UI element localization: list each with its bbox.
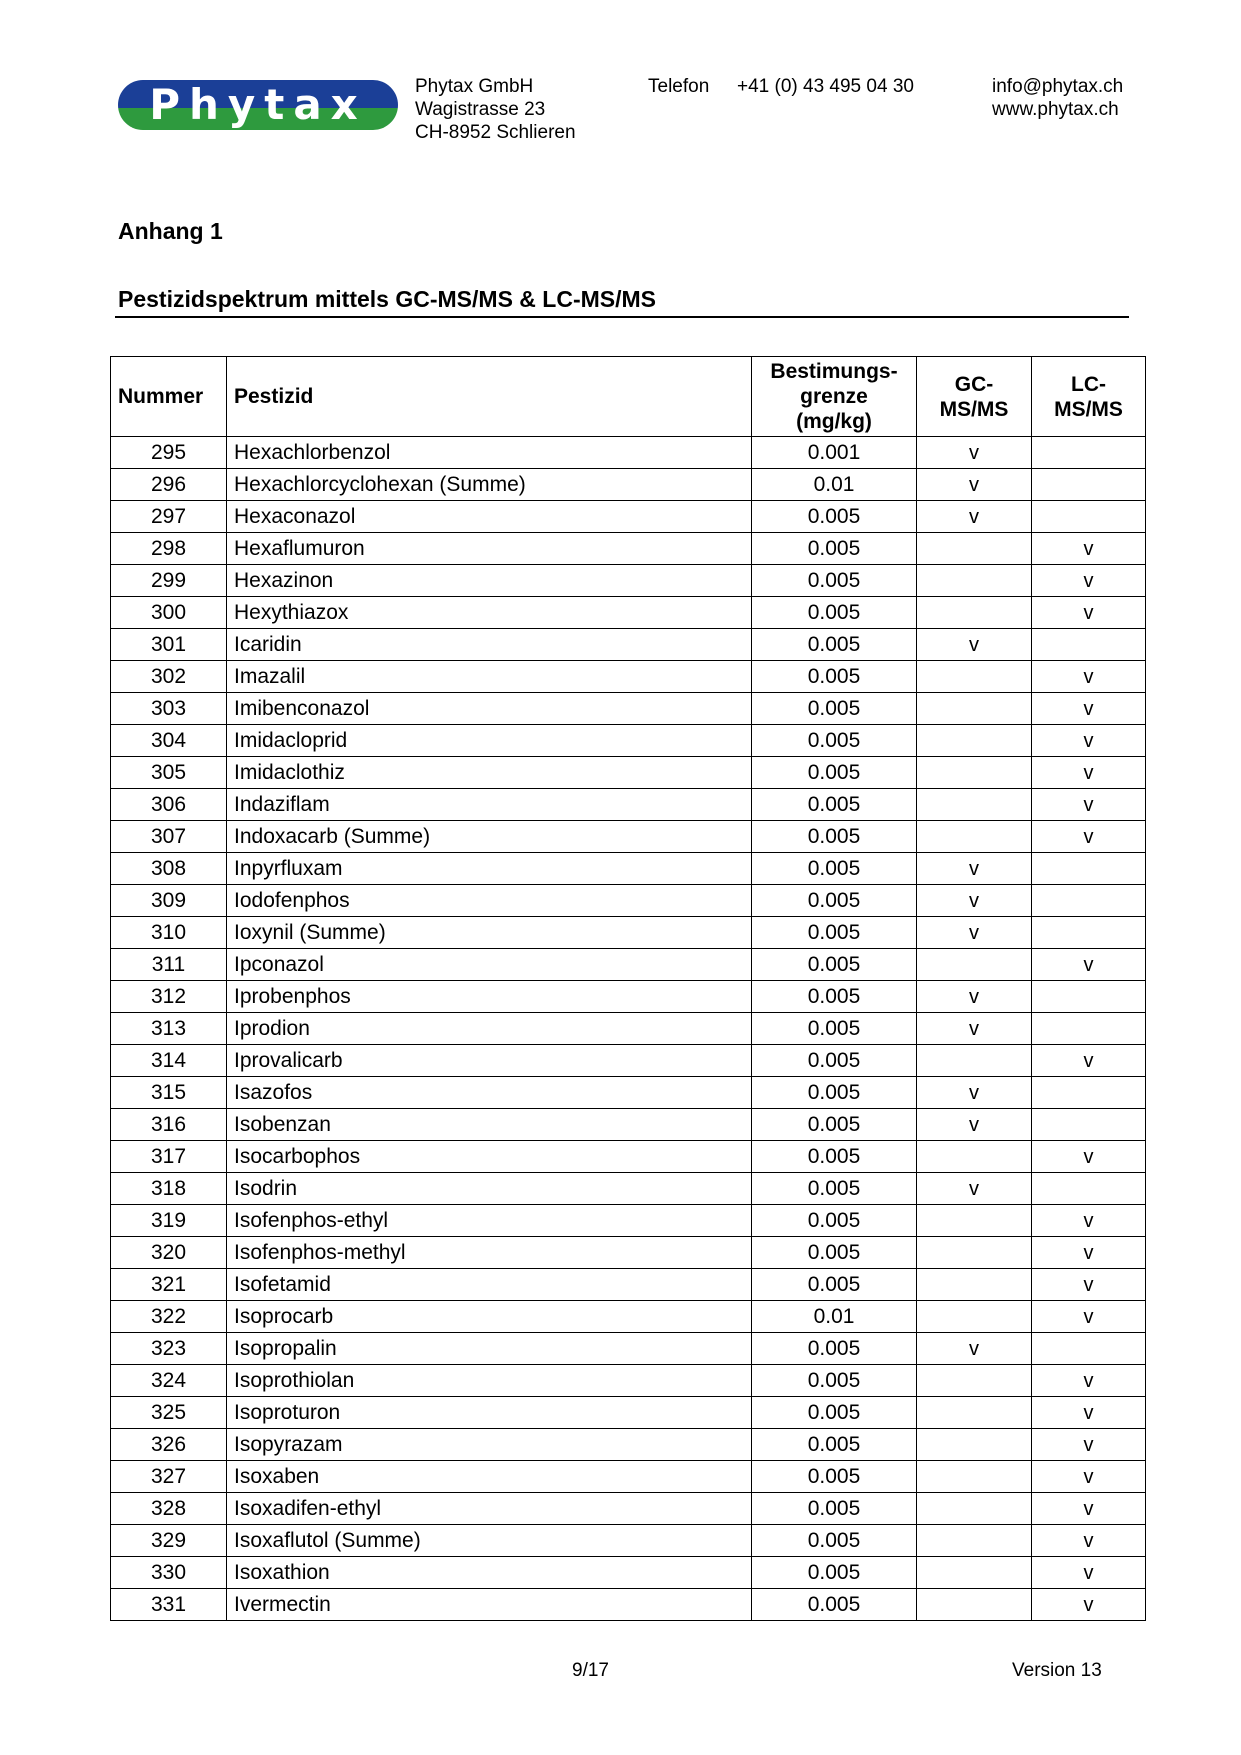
lc-msms-check-mark: v xyxy=(1083,953,1094,976)
lc-msms-cell xyxy=(1032,1493,1146,1525)
gc-msms-cell xyxy=(917,1141,1032,1173)
gc-msms-cell xyxy=(917,1461,1032,1493)
detection-limit: 0.005 xyxy=(752,789,917,821)
gc-msms-check-mark: v xyxy=(969,505,979,528)
pesticide-name: Iprovalicarb xyxy=(227,1045,752,1077)
limit-header-line: Bestimungs- xyxy=(770,360,898,383)
lc-msms-check-mark: v xyxy=(1083,729,1094,752)
row-number: 299 xyxy=(111,565,227,597)
gc-msms-cell xyxy=(917,597,1032,629)
pesticide-name: Isocarbophos xyxy=(227,1141,752,1173)
lc-msms-check-mark: v xyxy=(1083,1497,1094,1520)
table-row xyxy=(111,1077,1146,1109)
pesticide-name: Iprodion xyxy=(227,1013,752,1045)
pesticide-name: Isoxadifen-ethyl xyxy=(227,1493,752,1525)
lc-msms-cell xyxy=(1032,1333,1146,1365)
detection-limit: 0.005 xyxy=(752,1013,917,1045)
gc-header-line: MS/MS xyxy=(939,397,1009,421)
gc-msms-cell xyxy=(917,1301,1032,1333)
row-number: 314 xyxy=(111,1045,227,1077)
table-row xyxy=(111,1109,1146,1141)
phone-label: Telefon xyxy=(648,76,710,97)
gc-msms-cell xyxy=(917,693,1032,725)
detection-limit: 0.005 xyxy=(752,1333,917,1365)
table-row xyxy=(111,885,1146,917)
gc-msms-check-mark: v xyxy=(969,1081,979,1104)
pesticide-name: Indoxacarb (Summe) xyxy=(227,821,752,853)
pesticide-name: Hexachlorbenzol xyxy=(227,437,752,469)
company-address xyxy=(415,75,576,144)
company-name: Phytax GmbH xyxy=(415,76,534,97)
gc-msms-check-mark: v xyxy=(969,985,979,1008)
table-row xyxy=(111,853,1146,885)
lc-msms-cell xyxy=(1032,1429,1146,1461)
lc-msms-cell xyxy=(1032,1109,1146,1141)
gc-msms-check-mark: v xyxy=(969,1337,979,1360)
table-row xyxy=(111,1205,1146,1237)
row-number: 321 xyxy=(111,1269,227,1301)
row-number: 309 xyxy=(111,885,227,917)
gc-msms-check-mark: v xyxy=(969,889,979,912)
detection-limit: 0.005 xyxy=(752,597,917,629)
gc-msms-check-mark: v xyxy=(969,1017,979,1040)
lc-msms-cell xyxy=(1032,917,1146,949)
gc-msms-cell xyxy=(917,629,1032,661)
lc-msms-cell xyxy=(1032,1173,1146,1205)
lc-msms-check-mark: v xyxy=(1083,1529,1094,1552)
detection-limit: 0.005 xyxy=(752,565,917,597)
gc-msms-cell xyxy=(917,917,1032,949)
lc-msms-check-mark: v xyxy=(1083,793,1094,816)
pesticide-name: Iprobenphos xyxy=(227,981,752,1013)
lc-msms-cell xyxy=(1032,693,1146,725)
gc-msms-cell xyxy=(917,1589,1032,1621)
table-row xyxy=(111,629,1146,661)
lc-msms-cell xyxy=(1032,629,1146,661)
lc-msms-cell xyxy=(1032,1557,1146,1589)
gc-msms-cell xyxy=(917,1269,1032,1301)
lc-msms-check-mark: v xyxy=(1083,665,1094,688)
table-row xyxy=(111,725,1146,757)
table-row xyxy=(111,981,1146,1013)
lc-msms-cell xyxy=(1032,1397,1146,1429)
lc-msms-cell xyxy=(1032,1525,1146,1557)
company-logo xyxy=(118,80,398,130)
lc-msms-check-mark: v xyxy=(1083,1305,1094,1328)
lc-msms-check-mark: v xyxy=(1083,1369,1094,1392)
row-number: 308 xyxy=(111,853,227,885)
company-street: Wagistrasse 23 xyxy=(415,99,546,120)
pesticide-name: Isoxaben xyxy=(227,1461,752,1493)
row-number: 312 xyxy=(111,981,227,1013)
detection-limit: 0.005 xyxy=(752,1077,917,1109)
lc-msms-check-mark: v xyxy=(1083,1273,1094,1296)
detection-limit: 0.005 xyxy=(752,853,917,885)
pesticide-name: Isopyrazam xyxy=(227,1429,752,1461)
table-row xyxy=(111,693,1146,725)
pesticide-name: Hexaflumuron xyxy=(227,533,752,565)
row-number: 297 xyxy=(111,501,227,533)
row-number: 325 xyxy=(111,1397,227,1429)
pesticide-name: Hexythiazox xyxy=(227,597,752,629)
row-number: 300 xyxy=(111,597,227,629)
table-row xyxy=(111,1365,1146,1397)
row-number: 302 xyxy=(111,661,227,693)
pesticide-name: Isofetamid xyxy=(227,1269,752,1301)
gc-msms-check-mark: v xyxy=(969,857,979,880)
phone-number: +41 (0) 43 495 04 30 xyxy=(737,76,914,97)
row-number: 331 xyxy=(111,1589,227,1621)
table-row xyxy=(111,1333,1146,1365)
gc-msms-cell xyxy=(917,821,1032,853)
pesticide-name: Ipconazol xyxy=(227,949,752,981)
row-number: 320 xyxy=(111,1237,227,1269)
gc-msms-cell xyxy=(917,1557,1032,1589)
pesticide-name: Isofenphos-methyl xyxy=(227,1237,752,1269)
table-row xyxy=(111,565,1146,597)
detection-limit: 0.005 xyxy=(752,1525,917,1557)
row-number: 296 xyxy=(111,469,227,501)
gc-msms-check-mark: v xyxy=(969,441,979,464)
table-row xyxy=(111,949,1146,981)
row-number: 305 xyxy=(111,757,227,789)
gc-msms-cell xyxy=(917,789,1032,821)
pesticide-name: Hexachlorcyclohexan (Summe) xyxy=(227,469,752,501)
pesticide-name: Iodofenphos xyxy=(227,885,752,917)
pesticide-name: Ivermectin xyxy=(227,1589,752,1621)
gc-msms-cell xyxy=(917,469,1032,501)
row-number: 317 xyxy=(111,1141,227,1173)
table-row xyxy=(111,1429,1146,1461)
pesticide-name: Isofenphos-ethyl xyxy=(227,1205,752,1237)
table-header-row xyxy=(111,357,1146,437)
title-underline xyxy=(115,316,1129,318)
logo-text: Phytax xyxy=(149,80,367,129)
detection-limit: 0.005 xyxy=(752,1109,917,1141)
column-header-gc xyxy=(917,357,1032,437)
lc-msms-cell xyxy=(1032,1301,1146,1333)
gc-msms-cell xyxy=(917,853,1032,885)
gc-msms-check-mark: v xyxy=(969,633,979,656)
pesticide-name: Isobenzan xyxy=(227,1109,752,1141)
gc-msms-cell xyxy=(917,981,1032,1013)
column-header-limit xyxy=(752,357,917,437)
lc-msms-cell xyxy=(1032,949,1146,981)
column-header-lc xyxy=(1032,357,1146,437)
row-number: 304 xyxy=(111,725,227,757)
lc-msms-cell xyxy=(1032,565,1146,597)
gc-msms-cell xyxy=(917,1429,1032,1461)
lc-msms-cell xyxy=(1032,853,1146,885)
appendix-title: Anhang 1 xyxy=(118,218,223,244)
lc-msms-cell xyxy=(1032,533,1146,565)
table-row xyxy=(111,1525,1146,1557)
table-row xyxy=(111,1237,1146,1269)
pesticide-name: Hexazinon xyxy=(227,565,752,597)
limit-header-line: (mg/kg) xyxy=(796,410,872,433)
lc-header-line: MS/MS xyxy=(1054,397,1123,421)
lc-msms-cell xyxy=(1032,1077,1146,1109)
row-number: 306 xyxy=(111,789,227,821)
limit-header-line: grenze xyxy=(800,385,868,408)
row-number: 319 xyxy=(111,1205,227,1237)
lc-msms-check-mark: v xyxy=(1083,1145,1094,1168)
document-version: Version 13 xyxy=(1012,1660,1102,1681)
pesticide-name: Isoxaflutol (Summe) xyxy=(227,1525,752,1557)
detection-limit: 0.01 xyxy=(752,1301,917,1333)
detection-limit: 0.005 xyxy=(752,533,917,565)
row-number: 313 xyxy=(111,1013,227,1045)
gc-msms-check-mark: v xyxy=(969,1113,979,1136)
lc-msms-cell xyxy=(1032,1141,1146,1173)
gc-msms-cell xyxy=(917,725,1032,757)
detection-limit: 0.005 xyxy=(752,949,917,981)
lc-msms-cell xyxy=(1032,1205,1146,1237)
pesticide-name: Isoproturon xyxy=(227,1397,752,1429)
gc-msms-cell xyxy=(917,1013,1032,1045)
pesticide-table xyxy=(110,356,1146,1621)
detection-limit: 0.005 xyxy=(752,1461,917,1493)
lc-msms-cell xyxy=(1032,981,1146,1013)
page-number: 9/17 xyxy=(572,1660,609,1681)
row-number: 298 xyxy=(111,533,227,565)
lc-msms-cell xyxy=(1032,437,1146,469)
table-row xyxy=(111,533,1146,565)
lc-msms-cell xyxy=(1032,1237,1146,1269)
detection-limit: 0.001 xyxy=(752,437,917,469)
lc-msms-cell xyxy=(1032,725,1146,757)
lc-msms-check-mark: v xyxy=(1083,1401,1094,1424)
lc-header-line: LC- xyxy=(1071,372,1106,396)
detection-limit: 0.005 xyxy=(752,1429,917,1461)
lc-msms-check-mark: v xyxy=(1083,1433,1094,1456)
pesticide-name: Imidaclothiz xyxy=(227,757,752,789)
table-body xyxy=(111,437,1146,1621)
table-row xyxy=(111,821,1146,853)
detection-limit: 0.005 xyxy=(752,1269,917,1301)
lc-msms-cell xyxy=(1032,789,1146,821)
gc-msms-cell xyxy=(917,1173,1032,1205)
detection-limit: 0.005 xyxy=(752,1045,917,1077)
pesticide-name: Isoprocarb xyxy=(227,1301,752,1333)
lc-msms-cell xyxy=(1032,469,1146,501)
lc-msms-cell xyxy=(1032,501,1146,533)
row-number: 315 xyxy=(111,1077,227,1109)
gc-msms-cell xyxy=(917,533,1032,565)
table-row xyxy=(111,1013,1146,1045)
gc-msms-cell xyxy=(917,1077,1032,1109)
table-row xyxy=(111,437,1146,469)
gc-msms-cell xyxy=(917,885,1032,917)
table-row xyxy=(111,501,1146,533)
lc-msms-check-mark: v xyxy=(1083,1465,1094,1488)
lc-msms-cell xyxy=(1032,885,1146,917)
detection-limit: 0.005 xyxy=(752,1173,917,1205)
row-number: 324 xyxy=(111,1365,227,1397)
gc-msms-check-mark: v xyxy=(969,921,979,944)
table-row xyxy=(111,661,1146,693)
pesticide-name: Indaziflam xyxy=(227,789,752,821)
row-number: 323 xyxy=(111,1333,227,1365)
row-number: 322 xyxy=(111,1301,227,1333)
detection-limit: 0.005 xyxy=(752,1397,917,1429)
table-row xyxy=(111,1269,1146,1301)
detection-limit: 0.005 xyxy=(752,821,917,853)
pesticide-name: Hexaconazol xyxy=(227,501,752,533)
lc-msms-check-mark: v xyxy=(1083,1593,1094,1616)
gc-msms-check-mark: v xyxy=(969,1177,979,1200)
gc-msms-cell xyxy=(917,1525,1032,1557)
row-number: 295 xyxy=(111,437,227,469)
pesticide-name: Inpyrfluxam xyxy=(227,853,752,885)
row-number: 310 xyxy=(111,917,227,949)
gc-msms-cell xyxy=(917,1045,1032,1077)
table-row xyxy=(111,1301,1146,1333)
detection-limit: 0.005 xyxy=(752,693,917,725)
table-row xyxy=(111,1461,1146,1493)
lc-msms-cell xyxy=(1032,661,1146,693)
gc-msms-cell xyxy=(917,1397,1032,1429)
gc-msms-cell xyxy=(917,437,1032,469)
lc-msms-cell xyxy=(1032,1589,1146,1621)
lc-msms-cell xyxy=(1032,821,1146,853)
column-header-number: Nummer xyxy=(111,357,227,437)
column-header-pesticide: Pestizid xyxy=(227,357,752,437)
pesticide-name: Imibenconazol xyxy=(227,693,752,725)
gc-msms-cell xyxy=(917,1333,1032,1365)
pesticide-name: Isoprothiolan xyxy=(227,1365,752,1397)
row-number: 307 xyxy=(111,821,227,853)
detection-limit: 0.005 xyxy=(752,1205,917,1237)
row-number: 328 xyxy=(111,1493,227,1525)
detection-limit: 0.005 xyxy=(752,661,917,693)
pesticide-name: Ioxynil (Summe) xyxy=(227,917,752,949)
table-row xyxy=(111,1397,1146,1429)
gc-msms-cell xyxy=(917,1493,1032,1525)
detection-limit: 0.005 xyxy=(752,757,917,789)
gc-msms-cell xyxy=(917,757,1032,789)
row-number: 311 xyxy=(111,949,227,981)
row-number: 330 xyxy=(111,1557,227,1589)
detection-limit: 0.005 xyxy=(752,917,917,949)
row-number: 329 xyxy=(111,1525,227,1557)
lc-msms-cell xyxy=(1032,1269,1146,1301)
lc-msms-check-mark: v xyxy=(1083,1241,1094,1264)
gc-msms-check-mark: v xyxy=(969,473,979,496)
table-row xyxy=(111,1557,1146,1589)
website-link[interactable]: www.phytax.ch xyxy=(992,99,1119,120)
detection-limit: 0.005 xyxy=(752,725,917,757)
lc-msms-cell xyxy=(1032,1461,1146,1493)
gc-msms-cell xyxy=(917,1237,1032,1269)
company-city: CH-8952 Schlieren xyxy=(415,122,576,143)
detection-limit: 0.005 xyxy=(752,1557,917,1589)
gc-msms-cell xyxy=(917,1205,1032,1237)
lc-msms-check-mark: v xyxy=(1083,537,1094,560)
lc-msms-check-mark: v xyxy=(1083,1049,1094,1072)
table-row xyxy=(111,789,1146,821)
row-number: 327 xyxy=(111,1461,227,1493)
row-number: 301 xyxy=(111,629,227,661)
lc-msms-cell xyxy=(1032,597,1146,629)
detection-limit: 0.005 xyxy=(752,1589,917,1621)
lc-msms-check-mark: v xyxy=(1083,1561,1094,1584)
row-number: 303 xyxy=(111,693,227,725)
gc-msms-cell xyxy=(917,949,1032,981)
gc-msms-cell xyxy=(917,1109,1032,1141)
detection-limit: 0.005 xyxy=(752,981,917,1013)
table-row xyxy=(111,1493,1146,1525)
email-link[interactable]: info@phytax.ch xyxy=(992,76,1124,97)
lc-msms-cell xyxy=(1032,1013,1146,1045)
row-number: 318 xyxy=(111,1173,227,1205)
table-row xyxy=(111,917,1146,949)
table-row xyxy=(111,1141,1146,1173)
table-row xyxy=(111,597,1146,629)
table-row xyxy=(111,1173,1146,1205)
lc-msms-check-mark: v xyxy=(1083,601,1094,624)
pesticide-name: Isopropalin xyxy=(227,1333,752,1365)
detection-limit: 0.005 xyxy=(752,1237,917,1269)
lc-msms-check-mark: v xyxy=(1083,825,1094,848)
lc-msms-cell xyxy=(1032,757,1146,789)
section-title: Pestizidspektrum mittels GC-MS/MS & LC-MS/MS xyxy=(118,286,657,312)
contact-block xyxy=(992,75,1123,121)
detection-limit: 0.005 xyxy=(752,501,917,533)
pesticide-name: Imazalil xyxy=(227,661,752,693)
pesticide-name: Isazofos xyxy=(227,1077,752,1109)
lc-msms-cell xyxy=(1032,1045,1146,1077)
lc-msms-check-mark: v xyxy=(1083,569,1094,592)
pesticide-name: Imidacloprid xyxy=(227,725,752,757)
pesticide-name: Isodrin xyxy=(227,1173,752,1205)
row-number: 326 xyxy=(111,1429,227,1461)
lc-msms-check-mark: v xyxy=(1083,1209,1094,1232)
detection-limit: 0.005 xyxy=(752,885,917,917)
gc-msms-cell xyxy=(917,565,1032,597)
detection-limit: 0.005 xyxy=(752,1493,917,1525)
row-number: 316 xyxy=(111,1109,227,1141)
gc-msms-cell xyxy=(917,501,1032,533)
detection-limit: 0.01 xyxy=(752,469,917,501)
gc-msms-cell xyxy=(917,1365,1032,1397)
detection-limit: 0.005 xyxy=(752,1141,917,1173)
lc-msms-check-mark: v xyxy=(1083,761,1094,784)
pesticide-name: Icaridin xyxy=(227,629,752,661)
detection-limit: 0.005 xyxy=(752,1365,917,1397)
lc-msms-cell xyxy=(1032,1365,1146,1397)
gc-header-line: GC- xyxy=(954,372,994,396)
lc-msms-check-mark: v xyxy=(1083,697,1094,720)
table-row xyxy=(111,1045,1146,1077)
pesticide-name: Isoxathion xyxy=(227,1557,752,1589)
table-row xyxy=(111,1589,1146,1621)
table-row xyxy=(111,757,1146,789)
gc-msms-cell xyxy=(917,661,1032,693)
detection-limit: 0.005 xyxy=(752,629,917,661)
table-row xyxy=(111,469,1146,501)
